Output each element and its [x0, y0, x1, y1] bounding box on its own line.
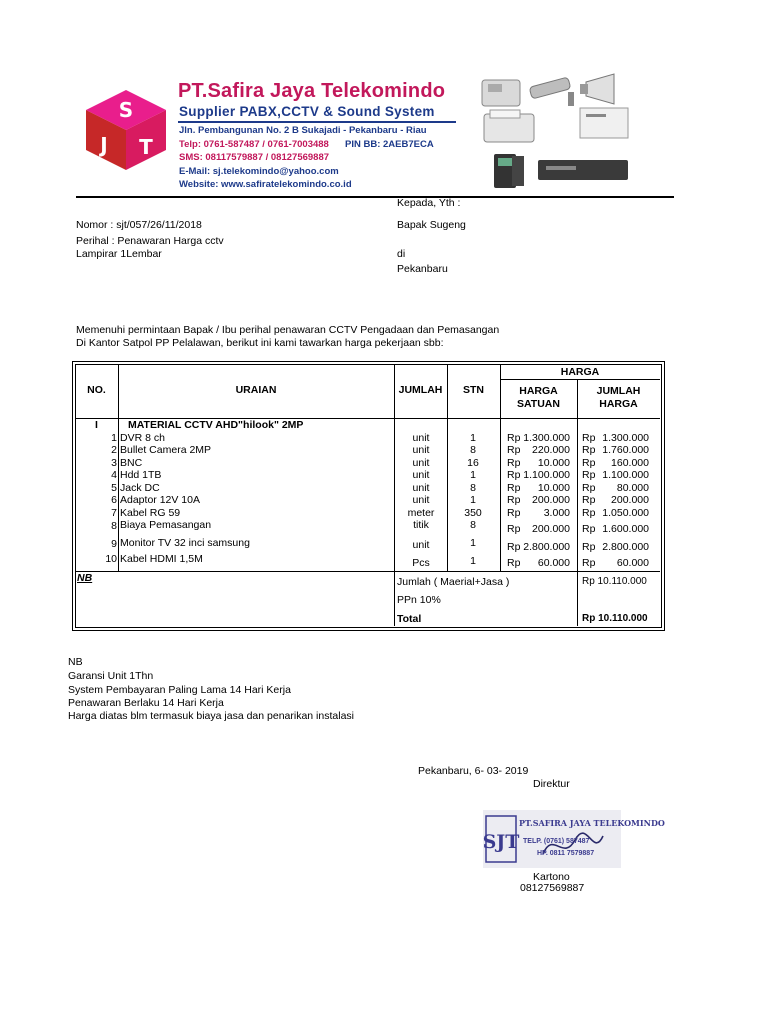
- row-unit: unit: [412, 539, 430, 551]
- row-qty: 1: [470, 432, 476, 444]
- row-total: 2.800.000: [602, 541, 649, 553]
- nomor-field: Nomor : sjt/057/26/11/2018: [76, 219, 202, 231]
- row-desc: Jack DC: [120, 482, 160, 494]
- notes-line: Garansi Unit 1Thn: [68, 670, 154, 682]
- company-sms: SMS: 08117579887 / 08127569887: [179, 152, 330, 163]
- row-cur2: Rp: [582, 507, 596, 519]
- header-divider: [76, 196, 674, 198]
- row-total: 200.000: [611, 494, 649, 506]
- total-value: Rp 10.110.000: [582, 613, 648, 624]
- intro-line-1: Memenuhi permintaan Bapak / Ibu perihal penawaran CCTV Pengadaan dan Pemasangan: [76, 324, 500, 336]
- company-logo: [82, 86, 170, 174]
- row-unit: titik: [413, 519, 429, 531]
- svg-text:S: S: [118, 98, 134, 122]
- row-cur1: Rp: [507, 541, 521, 553]
- company-address: Jln. Pembangunan No. 2 B Sukajadi - Pekanbaru - Riau: [179, 125, 427, 136]
- tagline-underline: [178, 121, 456, 123]
- kepada-label: Kepada, Yth :: [397, 197, 461, 209]
- header-no: NO.: [87, 384, 106, 396]
- row-cur2: Rp: [582, 494, 596, 506]
- company-name: PT.Safira Jaya Telekomindo: [178, 80, 446, 102]
- jumlah-label: Jumlah ( Maerial+Jasa ): [397, 576, 510, 588]
- row-unit: unit: [412, 482, 430, 494]
- header-harga: HARGA: [560, 366, 600, 378]
- svg-text:J: J: [100, 133, 108, 157]
- row-total: 1.100.000: [602, 469, 649, 481]
- row-cur2: Rp: [582, 523, 596, 535]
- svg-text:SJT: SJT: [483, 831, 520, 853]
- row-line-items-bottom: [75, 571, 660, 572]
- row-cur1: Rp: [507, 444, 521, 456]
- header-jumlah: JUMLAH: [398, 384, 443, 396]
- row-qty: 1: [470, 469, 476, 481]
- row-total: 1.300.000: [602, 432, 649, 444]
- row-desc: Kabel HDMI 1,5M: [120, 553, 203, 565]
- row-no: 4: [111, 469, 117, 481]
- row-cur2: Rp: [582, 482, 596, 494]
- row-unit: unit: [412, 432, 430, 444]
- row-unit: meter: [407, 507, 435, 519]
- row-desc: BNC: [120, 457, 143, 469]
- row-no: 10: [105, 553, 117, 565]
- lampiran-field: Lampirar 1Lembar: [76, 248, 162, 260]
- row-unit: Pcs: [412, 557, 430, 569]
- product-images: [476, 72, 636, 194]
- row-price: 200.000: [532, 494, 570, 506]
- recipient-city: Pekanbaru: [397, 263, 448, 275]
- section-no: I: [95, 419, 98, 431]
- row-qty: 16: [467, 457, 479, 469]
- row-desc: Monitor TV 32 inci samsung: [120, 537, 250, 549]
- perihal-field: Perihal : Penawaran Harga cctv: [76, 235, 224, 247]
- row-price: 220.000: [532, 444, 570, 456]
- company-pin: PIN BB: 2AEB7ECA: [345, 139, 434, 150]
- notes-line: Penawaran Berlaku 14 Hari Kerja: [68, 697, 224, 709]
- row-price: 2.800.000: [523, 541, 570, 553]
- recipient-name: Bapak Sugeng: [397, 219, 466, 231]
- section-title: MATERIAL CCTV AHD"hilook" 2MP: [128, 419, 304, 431]
- row-cur2: Rp: [582, 432, 596, 444]
- row-desc: Biaya Pemasangan: [120, 519, 212, 531]
- row-qty: 1: [470, 494, 476, 506]
- row-total: 80.000: [616, 482, 649, 494]
- notes-line: System Pembayaran Paling Lama 14 Hari Kerja: [68, 684, 291, 696]
- row-desc: Hdd 1TB: [120, 469, 162, 481]
- row-no: 6: [111, 494, 117, 506]
- row-no: 1: [111, 432, 117, 444]
- row-qty: 8: [470, 482, 476, 494]
- row-total: 160.000: [611, 457, 649, 469]
- header-stn: STN: [463, 384, 484, 396]
- row-unit: unit: [412, 494, 430, 506]
- jumlah-value: Rp 10.110.000: [582, 576, 647, 587]
- row-price: 1.100.000: [523, 469, 570, 481]
- stamp-text: PT.SAFIRA JAYA TELEKOMINDO: [519, 818, 665, 828]
- header-jumlah-harga-1: JUMLAH: [596, 385, 641, 397]
- company-stamp: [483, 810, 665, 868]
- row-qty: 8: [470, 444, 476, 456]
- row-price: 3.000: [543, 507, 570, 519]
- row-no: 9: [111, 538, 117, 550]
- row-total: 1.760.000: [602, 444, 649, 456]
- row-unit: unit: [412, 457, 430, 469]
- row-total: 60.000: [616, 557, 649, 569]
- signer-role: Direktur: [533, 778, 570, 790]
- header-harga-satuan-1: HARGA: [519, 385, 558, 397]
- row-cur2: Rp: [582, 469, 596, 481]
- col-line-harga: [577, 379, 578, 626]
- stamp-line-2: HP. 0811 7579887: [537, 850, 595, 857]
- row-desc: Bullet Camera 2MP: [120, 444, 212, 456]
- row-qty: 8: [470, 519, 476, 531]
- col-line-uraian: [394, 364, 395, 626]
- company-website: Website: www.safiratelekomindo.co.id: [179, 179, 352, 190]
- intro-line-2: Di Kantor Satpol PP Pelalawan, berikut ini kami tawarkan harga pekerjaan sbb:: [76, 337, 444, 349]
- row-cur1: Rp: [507, 432, 521, 444]
- row-price: 10.000: [537, 457, 570, 469]
- row-unit: unit: [412, 469, 430, 481]
- row-price: 60.000: [537, 557, 570, 569]
- row-cur1: Rp: [507, 507, 521, 519]
- row-cur1: Rp: [507, 494, 521, 506]
- recipient-di: di: [397, 248, 406, 260]
- ppn-label: PPn 10%: [397, 594, 441, 606]
- row-price: 1.300.000: [523, 432, 570, 444]
- place-date: Pekanbaru, 6- 03- 2019: [418, 765, 529, 777]
- header-uraian: URAIAN: [235, 384, 277, 396]
- row-qty: 1: [470, 537, 476, 549]
- row-cur1: Rp: [507, 469, 521, 481]
- row-cur2: Rp: [582, 444, 596, 456]
- row-cur2: Rp: [582, 457, 596, 469]
- row-no: 3: [111, 457, 117, 469]
- row-total: 1.050.000: [602, 507, 649, 519]
- row-cur1: Rp: [507, 523, 521, 535]
- notes-title: NB: [68, 656, 83, 668]
- row-no: 7: [111, 507, 117, 519]
- row-cur2: Rp: [582, 541, 596, 553]
- total-label: Total: [397, 613, 422, 625]
- table-nb-label: NB: [77, 572, 93, 584]
- row-qty: 1: [470, 555, 476, 567]
- header-jumlah-harga-2: HARGA: [599, 398, 638, 410]
- svg-text:T: T: [139, 135, 153, 159]
- row-price: 200.000: [532, 523, 570, 535]
- company-email: E-Mail: sj.telekomindo@yahoo.com: [179, 166, 339, 177]
- row-no: 2: [111, 444, 117, 456]
- row-no: 8: [111, 520, 117, 532]
- row-cur2: Rp: [582, 557, 596, 569]
- row-cur1: Rp: [507, 482, 521, 494]
- row-total: 1.600.000: [602, 523, 649, 535]
- row-desc: Kabel RG 59: [120, 507, 181, 519]
- stamp-line-1: TELP. (0761) 587487: [523, 838, 590, 845]
- notes-line: Harga diatas blm termasuk biaya jasa dan penarikan instalasi: [68, 710, 354, 722]
- row-desc: DVR 8 ch: [120, 432, 165, 444]
- row-cur1: Rp: [507, 557, 521, 569]
- row-qty: 350: [464, 507, 482, 519]
- signer-name: Kartono: [533, 871, 570, 883]
- company-telp: Telp: 0761-587487 / 0761-7003488: [179, 139, 329, 150]
- row-no: 5: [111, 482, 117, 494]
- header-harga-satuan-2: SATUAN: [517, 398, 560, 410]
- row-desc: Adaptor 12V 10A: [120, 494, 200, 506]
- row-cur1: Rp: [507, 457, 521, 469]
- row-price: 10.000: [537, 482, 570, 494]
- row-line-harga-group: [500, 379, 660, 380]
- signer-phone: 08127569887: [520, 882, 585, 894]
- row-unit: unit: [412, 444, 430, 456]
- company-tagline: Supplier PABX,CCTV & Sound System: [179, 104, 435, 119]
